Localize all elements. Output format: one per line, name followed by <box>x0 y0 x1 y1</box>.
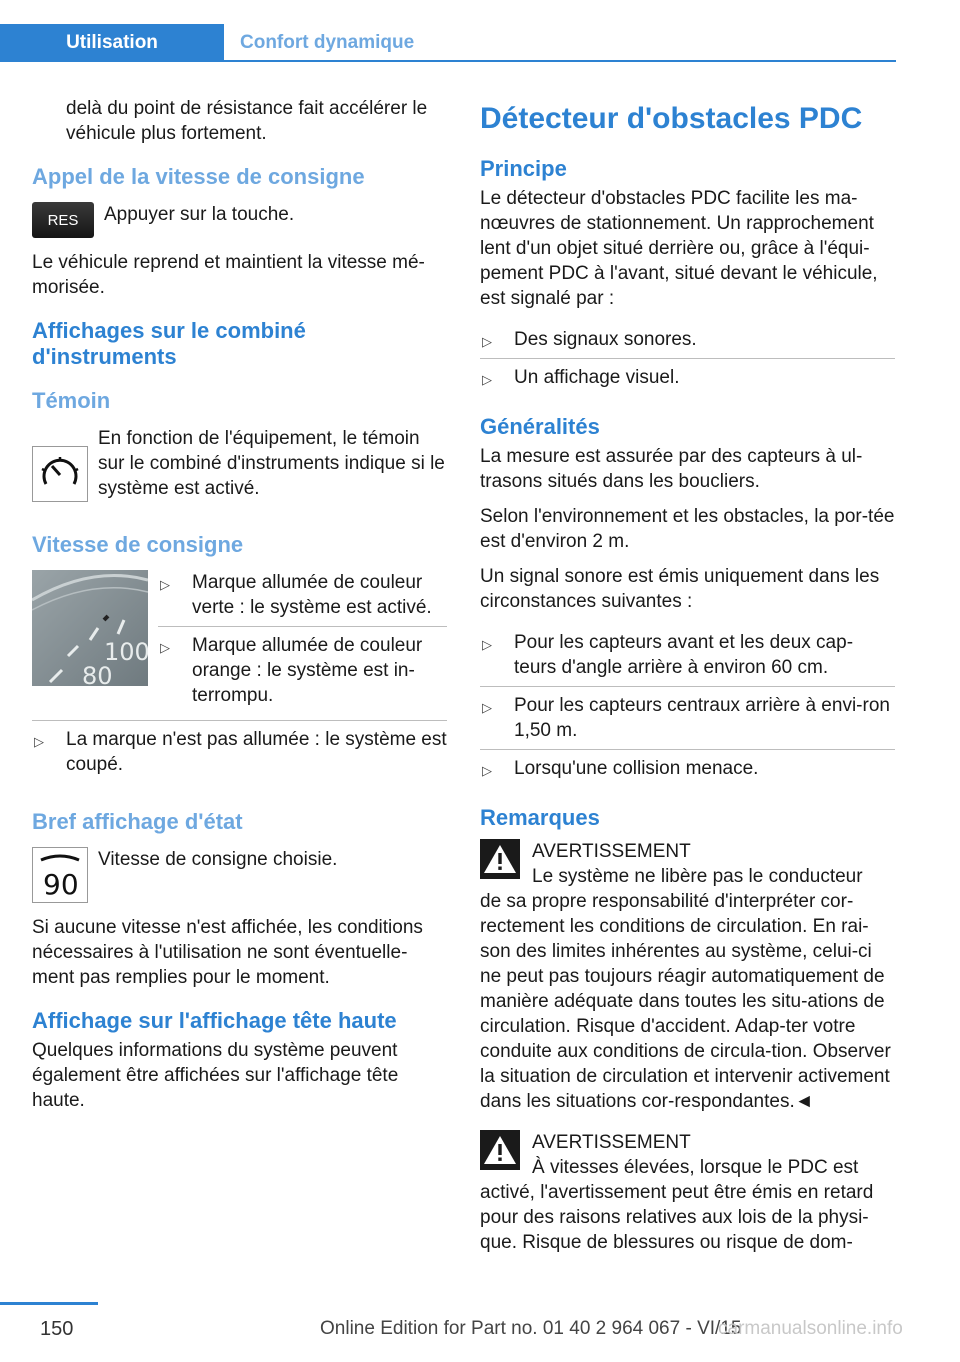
res-row <box>32 202 447 238</box>
dial-label-80: 80 <box>82 662 113 686</box>
warning-1 <box>480 839 895 1114</box>
principe-list <box>480 321 895 396</box>
right-column <box>480 96 895 1265</box>
dial-label-100: 100 <box>104 638 148 666</box>
res-paragraph: Le véhicule reprend et maintient la vitesse mé‐morisée. <box>32 252 425 298</box>
heading-remarques: Remarques <box>480 805 600 830</box>
heading-affichage-tete-haute: Affichage sur l'affichage tête haute <box>32 1008 397 1033</box>
triangle-bullet-icon: ▷ <box>482 763 492 778</box>
generalites-paragraph-1: La mesure est assurée par des capteurs à ul‐trasons situés dans les boucliers. <box>480 446 863 492</box>
triangle-bullet-icon: ▷ <box>482 637 492 652</box>
edition-line: Online Edition for Part no. 01 40 2 964 067 - VI/15 <box>320 1318 742 1339</box>
list-item: ▷ Marque allumée de couleur orange : le système est in‐terrompu. <box>160 635 423 706</box>
heading-appel-vitesse: Appel de la vitesse de consigne <box>32 164 365 189</box>
list-item: ▷ La marque n'est pas allumée : le système est coupé. <box>34 729 447 775</box>
heading-temoin: Témoin <box>32 388 111 413</box>
bref-paragraph: Si aucune vitesse n'est affichée, les conditions nécessaires à l'utilisation ne sont éventuelle‐ment pas remplies pour le moment. <box>32 917 423 988</box>
heading-bref-affichage: Bref affichage d'état <box>32 809 243 834</box>
speedometer-icon <box>32 446 88 502</box>
warning-text-head <box>532 839 863 889</box>
page-number: 150 <box>40 1318 74 1340</box>
warning-triangle-icon <box>480 839 520 879</box>
res-label: RES <box>47 211 79 229</box>
triangle-bullet-icon: ▷ <box>482 372 492 387</box>
warning-body: de sa propre responsabilité d'interpréter cor‐rectement les conditions de circulation. En rai‐son des limites inhérentes au système, celui-ci ne peut pas toujours réagir automatiquement de manière adéquate dans toutes les situ‐ations de circulation. Risque d'accident. Adap‐ter votre conduite aux conditions de circula‐tion. Observer la situation de circulation et intervenir activement dans les situations cor‐respondantes.◄ <box>480 891 891 1112</box>
triangle-bullet-icon: ▷ <box>482 334 492 349</box>
tab-confort-dynamique[interactable]: Confort dynamique <box>240 32 415 53</box>
header-divider <box>224 60 896 62</box>
speed-limit-value: 90 <box>43 868 79 900</box>
temoin-row <box>32 426 447 502</box>
intro-paragraph: delà du point de résistance fait accélérer le véhicule plus fortement. <box>66 98 428 144</box>
generalites-paragraph-3: Un signal sonore est émis uniquement dans les circonstances suivantes : <box>480 566 880 612</box>
speed-limit-icon <box>32 847 88 903</box>
triangle-bullet-icon: ▷ <box>160 577 170 592</box>
generalites-paragraph-2: Selon l'environnement et les obstacles, la por‐tée est d'environ 2 m. <box>480 506 895 552</box>
warning-body: activé, l'avertissement peut être émis en retard pour des raisons relatives aux lois de la physi‐que. Risque de blessures ou risque de dom‐ <box>480 1182 874 1253</box>
warning-label: AVERTISSEMENT <box>532 1132 691 1153</box>
warning-header <box>480 1130 895 1180</box>
list-item: ▷ Lorsqu'une collision menace. <box>480 750 895 787</box>
footer-divider <box>0 1302 98 1305</box>
warning-triangle-icon <box>480 1130 520 1170</box>
heading-detecteur-pdc: Détecteur d'obstacles PDC <box>480 102 863 135</box>
warning-label: AVERTISSEMENT <box>532 841 691 862</box>
list-item: ▷ Un affichage visuel. <box>480 359 895 396</box>
heading-vitesse-consigne: Vitesse de consigne <box>32 532 244 557</box>
tab-utilisation[interactable]: Utilisation <box>0 24 224 62</box>
warning-first-line: À vitesses élevées, lorsque le PDC est <box>532 1157 859 1178</box>
left-column <box>32 96 447 1123</box>
list-item: ▷ Marque allumée de couleur verte : le système est activé. <box>158 564 447 627</box>
bref-description: Vitesse de consigne choisie. <box>98 849 338 870</box>
vitesse-list-full <box>32 720 447 783</box>
triangle-bullet-icon: ▷ <box>482 700 492 715</box>
list-item: ▷ Des signaux sonores. <box>480 321 895 359</box>
res-instruction: Appuyer sur la touche. <box>104 204 295 225</box>
vitesse-list-inline <box>158 564 447 714</box>
speedometer-dial-image <box>32 570 148 686</box>
triangle-bullet-icon: ▷ <box>34 734 44 749</box>
generalites-list <box>480 624 895 787</box>
heading-generalites: Généralités <box>480 414 600 439</box>
warning-header <box>480 839 895 889</box>
hud-paragraph: Quelques informations du système peuvent également être affichées sur l'affichage tête haute. <box>32 1040 399 1111</box>
heading-affichages: Affichages sur le combiné d'instruments <box>32 318 306 369</box>
res-button-icon <box>32 202 94 238</box>
vitesse-row <box>32 570 447 720</box>
list-item: ▷ Pour les capteurs centraux arrière à envi‐ron 1,50 m. <box>480 687 895 750</box>
page-header <box>0 0 960 62</box>
watermark-text: carmanualsonline.info <box>718 1318 903 1339</box>
list-item: ▷ Pour les capteurs avant et les deux cap‐teurs d'angle arrière à environ 60 cm. <box>480 624 895 687</box>
warning-first-line: Le système ne libère pas le conducteur <box>532 866 863 887</box>
principe-paragraph: Le détecteur d'obstacles PDC facilite les ma‐nœuvres de stationnement. Un rapprochement lent d'un objet situé derrière ou, grâce à l'équi‐pement PDC à l'avant, situé devant le véhicule, est signalé par : <box>480 188 878 309</box>
temoin-description: En fonction de l'équipement, le témoin sur le combiné d'instruments indique si le système est activé. <box>98 428 445 499</box>
warning-2 <box>480 1130 895 1255</box>
heading-principe: Principe <box>480 156 567 181</box>
bref-row <box>32 847 447 903</box>
warning-text-head <box>532 1130 858 1180</box>
triangle-bullet-icon: ▷ <box>160 640 170 655</box>
